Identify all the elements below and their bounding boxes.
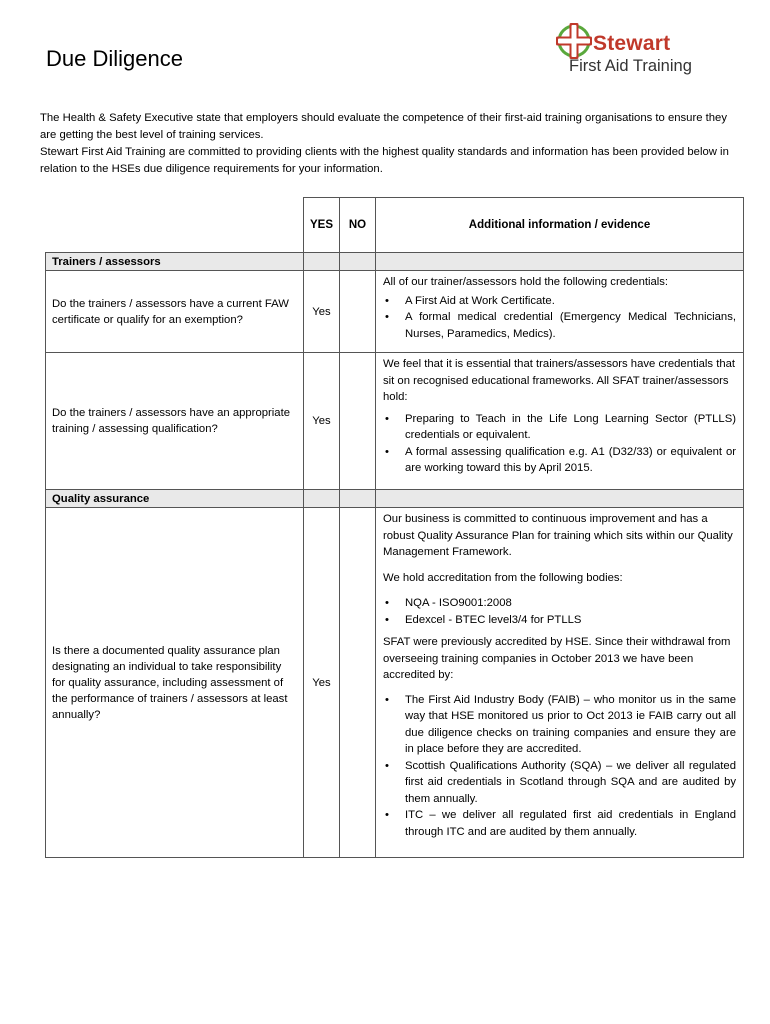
header-yes: YES [304,198,340,253]
info-text: SFAT were previously accredited by HSE. Since their withdrawal from overseeing training companies in October 2013 we have been accredited by: [383,636,731,681]
company-logo [553,20,733,80]
table-row [46,271,744,353]
header-no: NO [340,198,376,253]
header-blank [46,198,304,253]
bullet-list [383,411,736,477]
info-text: All of our trainer/assessors hold the following credentials: [383,276,669,288]
question-cell: Do the trainers / assessors have a current FAW certificate or qualify for an exemption? [46,271,304,353]
yes-cell: Yes [304,353,340,490]
info-text: Our business is committed to continuous improvement and has a robust Quality Assurance Plan for training which sits within our Quality Management Framework. [383,513,733,558]
list-item: • A formal medical credential (Emergency Medical Technicians, Nurses, Paramedics, Medics). [405,309,736,342]
intro-paragraph: The Health & Safety Executive state that employers should evaluate the competence of their first-aid training organisations to ensure they are getting the best level of training services. [40,112,727,141]
page-title: Due Diligence [46,46,183,71]
info-text: We feel that it is essential that trainers/assessors have credentials that sit on recognised educational frameworks. All SFAT trainer/assessors hold: [383,358,736,403]
section-row [46,490,744,508]
bullet-list [383,293,736,343]
info-text: We hold accreditation from the following bodies: [383,571,623,584]
list-item: • NQA - ISO9001:2008 [405,595,736,612]
section-title: Trainers / assessors [46,253,304,271]
due-diligence-table [45,197,744,858]
bullet-list [383,595,736,628]
table-row [46,508,744,858]
list-item: • Preparing to Teach in the Life Long Learning Sector (PTLLS) credentials or equivalent. [405,411,736,444]
intro-text [40,110,740,178]
info-cell [376,271,744,353]
section-row [46,253,744,271]
no-cell [340,508,376,858]
list-item: • The First Aid Industry Body (FAIB) – who monitor us in the same way that HSE monitored us prior to Oct 2013 ie FAIB carry out all due diligence checks on training companies and ensure they are in place before they are accredited. [405,692,736,758]
yes-cell: Yes [304,271,340,353]
bullet-list [383,692,736,841]
intro-paragraph: Stewart First Aid Training are committed to providing clients with the highest quality standards and information has been provided below in relation to the HSEs due diligence requirements for your information. [40,146,729,175]
table-row [46,353,744,490]
no-cell [340,271,376,353]
header-info: Additional information / evidence [376,198,744,253]
question-cell: Do the trainers / assessors have an appropriate training / assessing qualification? [46,353,304,490]
yes-cell: Yes [304,508,340,858]
section-title: Quality assurance [46,490,304,508]
first-aid-cross-icon [555,22,593,60]
info-cell [376,353,744,490]
logo-brand: Stewart [593,32,671,55]
list-item: • A First Aid at Work Certificate. [405,293,736,310]
question-cell: Is there a documented quality assurance plan designating an individual to take responsibility for quality assurance, including assessment of the performance of trainers / assessors at least annually? [46,508,304,858]
table-header-row [46,198,744,253]
info-cell [376,508,744,858]
no-cell [340,353,376,490]
logo-subtitle: First Aid Training [569,57,692,75]
list-item: • A formal assessing qualification e.g. A1 (D32/33) or equivalent or are working toward this by April 2015. [405,444,736,477]
list-item: • Edexcel - BTEC level3/4 for PTLLS [405,612,736,629]
list-item: • ITC – we deliver all regulated first aid credentials in England through ITC and are audited by them annually. [405,807,736,840]
list-item: • Scottish Qualifications Authority (SQA) – we deliver all regulated first aid credentials in Scotland through SQA and are audited by them annually. [405,758,736,808]
